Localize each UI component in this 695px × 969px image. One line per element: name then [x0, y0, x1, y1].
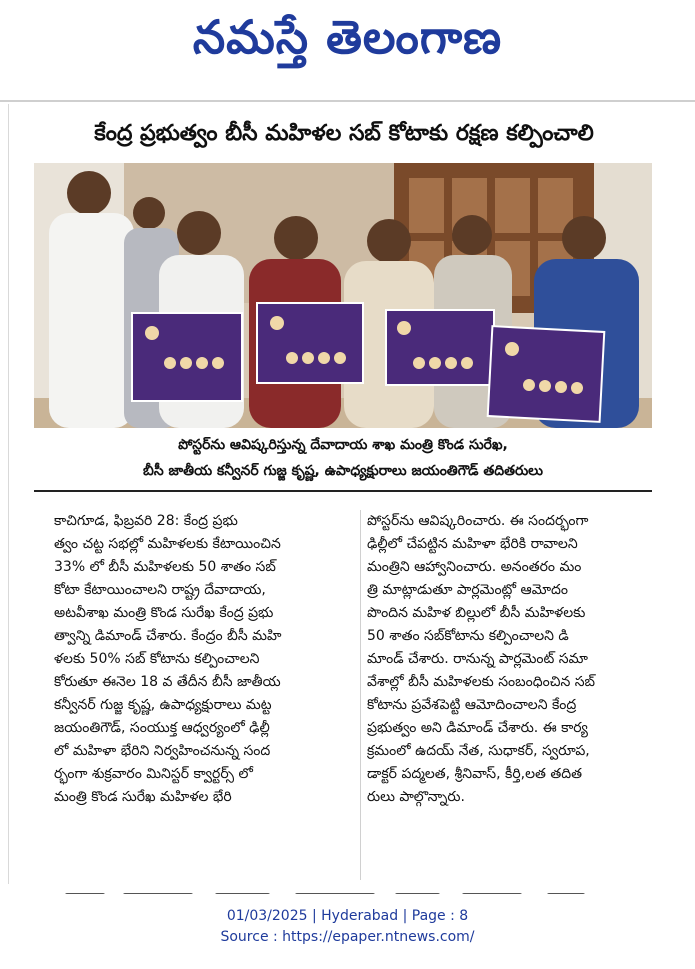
caption-line: బీసీ జాతీయ కన్వీనర్ గుజ్జ కృష్ణ, ఉపాధ్యక్షురాలు జయంతిగౌడ్ తదితరులు: [143, 463, 543, 479]
body-line: పోస్టర్‌ను ఆవిష్కరించారు. ఈ సందర్భంగా: [367, 513, 589, 529]
body-line: త్రి మాట్లాడుతూ పార్లమెంట్లో ఆమోదం: [367, 582, 568, 598]
body-line: ఢిల్లీలో చేపట్టిన మహిళా భేరికి రావాలని: [367, 536, 578, 552]
body-line: 50 శాతం సబ్‌కోటాను కల్పించాలని డి: [367, 628, 569, 644]
body-line: అటవీశాఖ మంత్రి కొండ సురేఖ కేంద్ర ప్రభు: [54, 605, 274, 621]
caption-line: పోస్టర్‌ను ఆవిష్కరిస్తున్న దేవాదాయ శాఖ మంత్రి కొండ సురేఖ,: [178, 437, 508, 453]
body-line: 33% లో బీసీ మహిళలకు 50 శాతం సబ్: [54, 559, 276, 575]
body-line: కాచిగూడ, ఫిబ్రవరి 28: కేంద్ర ప్రభు: [54, 513, 238, 529]
masthead: [0, 0, 695, 86]
body-line: లో మహిళా భేరిని నిర్వహించనున్న సంద: [54, 743, 271, 759]
body-line: కోరుతూ ఈనెల 18 వ తేదీన బీసీ జాతీయ: [54, 674, 281, 690]
body-line: ళలకు 50% సబ్ కోటాను కల్పించాలని: [54, 651, 260, 667]
body-line: మంత్రి కొండ సురేఖ మహిళల భేరి: [54, 789, 232, 805]
news-photo: [34, 163, 652, 428]
masthead-divider: [0, 100, 695, 102]
date-location-page: 01/03/2025 | Hyderabad | Page : 8: [226, 908, 469, 924]
newspaper-title: నమస్తే తెలంగాణ: [192, 10, 503, 64]
photo-caption: [34, 432, 652, 492]
body-line: మాండ్ చేశారు. రానున్న పార్లమెంట్ సమా: [367, 651, 588, 667]
body-line: ర్భంగా శుక్రవారం మినిస్టర్ క్వార్టర్స్ లో: [54, 766, 253, 782]
body-line: కోటా కేటాయించాలని రాష్ట్ర దేవాదాయ,: [54, 582, 266, 598]
body-line: త్వం చట్ట సభల్లో మహిళలకు కేటాయించిన: [54, 536, 281, 552]
body-line: త్వాన్ని డిమాండ్ చేశారు. కేంద్రం బీసీ మహి: [54, 628, 282, 644]
body-line: క్రమంలో ఉదయ్ నేత, సుధాకర్, స్వరూప,: [367, 743, 590, 759]
article-headline: కేంద్ర ప్రభుత్వం బీసీ మహిళల సబ్ కోటాకు రక్షణ కల్పించాలి: [94, 121, 594, 146]
body-line: డాక్టర్ పద్మలత, శ్రీనివాస్, కీర్తి,లత తదిత: [367, 766, 583, 782]
source-link[interactable]: Source : https://epaper.ntnews.com/: [220, 929, 475, 945]
clipped-next-article-strip: [20, 884, 660, 894]
body-line: మంత్రిని ఆహ్వానించారు. అనంతరం మం: [367, 559, 582, 575]
body-line: వేశాల్లో బీసీ మహిళలకు సంబంధించిన సబ్: [367, 674, 596, 690]
body-line: కన్వీనర్ గుజ్జ కృష్ణ, ఉపాధ్యక్షురాలు మట్ట: [54, 697, 272, 713]
body-line: కోటాను ప్రవేశపెట్టి ఆమోదించాలని కేంద్ర: [367, 697, 577, 713]
article-column-right: [360, 510, 659, 880]
body-line: పొందిన మహిళ బిల్లులో బీసీ మహిళలకు: [367, 605, 586, 621]
body-line: రులు పాల్గొన్నారు.: [367, 789, 465, 805]
article-column-left: [54, 510, 352, 880]
body-line: ప్రభుత్వం అని డిమాండ్ చేశారు. ఈ కార్య: [367, 720, 588, 736]
body-line: జయంతిగౌడ్, సంయుక్త ఆధ్వర్యంలో ఢిల్లీ: [54, 720, 270, 736]
clip-border: [8, 104, 9, 884]
epaper-footer: [0, 906, 695, 950]
